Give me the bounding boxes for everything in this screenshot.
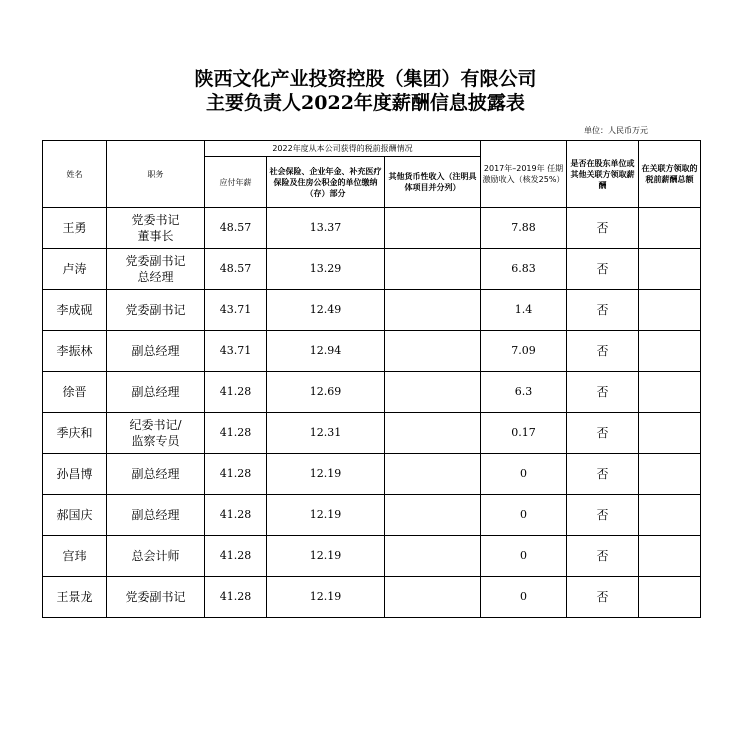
cell-shareholder: 否: [567, 454, 639, 495]
header-position: 职务: [107, 141, 205, 208]
cell-social: 13.29: [267, 249, 385, 290]
header-incentive: 2017年–2019年 任期激励收入（核发25%）: [481, 141, 567, 208]
cell-name: 宫玮: [43, 536, 107, 577]
cell-other-income: [385, 290, 481, 331]
cell-incentive: 6.3: [481, 372, 567, 413]
table-row: [43, 208, 701, 249]
cell-incentive: 7.09: [481, 331, 567, 372]
cell-related: [639, 290, 701, 331]
cell-other-income: [385, 249, 481, 290]
cell-position: [107, 536, 205, 577]
cell-name: 卢涛: [43, 249, 107, 290]
cell-incentive: 0: [481, 495, 567, 536]
cell-other-income: [385, 372, 481, 413]
cell-other-income: [385, 454, 481, 495]
cell-related: [639, 372, 701, 413]
cell-shareholder: 否: [567, 290, 639, 331]
table-row: [43, 577, 701, 618]
cell-shareholder: 否: [567, 577, 639, 618]
cell-social: 13.37: [267, 208, 385, 249]
header-name: 姓名: [43, 141, 107, 208]
cell-salary: 48.57: [205, 249, 267, 290]
position-line2: 总经理: [137, 270, 174, 284]
cell-position: [107, 331, 205, 372]
header-social: 社会保险、企业年金、补充医疗保险及住房公积金的单位缴纳（存）部分: [267, 157, 385, 208]
position-line1: 党委副书记: [125, 303, 186, 317]
cell-position: [107, 495, 205, 536]
position-line1: 副总经理: [131, 508, 180, 522]
cell-social: 12.19: [267, 454, 385, 495]
table-row: [43, 372, 701, 413]
cell-shareholder: 否: [567, 208, 639, 249]
cell-incentive: 0: [481, 577, 567, 618]
cell-related: [639, 208, 701, 249]
position-line2: 董事长: [137, 229, 174, 243]
table-row: [43, 331, 701, 372]
cell-position: [107, 208, 205, 249]
cell-salary: 41.28: [205, 536, 267, 577]
cell-incentive: 0: [481, 536, 567, 577]
position-line1: 副总经理: [131, 385, 180, 399]
cell-incentive: 0: [481, 454, 567, 495]
cell-other-income: [385, 331, 481, 372]
cell-position: [107, 249, 205, 290]
cell-social: 12.69: [267, 372, 385, 413]
cell-salary: 41.28: [205, 454, 267, 495]
position-line1: 纪委书记/: [129, 418, 182, 432]
cell-position: [107, 454, 205, 495]
table-row: [43, 495, 701, 536]
cell-incentive: 6.83: [481, 249, 567, 290]
header-other-income: 其他货币性收入（注明具体项目并分列）: [385, 157, 481, 208]
header-related: 在关联方领取的税前薪酬总额: [639, 141, 701, 208]
cell-social: 12.19: [267, 536, 385, 577]
cell-name: 李振林: [43, 331, 107, 372]
cell-salary: 41.28: [205, 577, 267, 618]
cell-salary: 48.57: [205, 208, 267, 249]
unit-label: 单位：人民币万元: [584, 126, 648, 135]
cell-shareholder: 否: [567, 495, 639, 536]
cell-name: 季庆和: [43, 413, 107, 454]
cell-shareholder: 否: [567, 372, 639, 413]
position-line1: 副总经理: [131, 344, 180, 358]
cell-position: [107, 413, 205, 454]
cell-other-income: [385, 208, 481, 249]
cell-salary: 43.71: [205, 331, 267, 372]
cell-incentive: 1.4: [481, 290, 567, 331]
document-title-line2: 主要负责人2022年度薪酬信息披露表: [206, 92, 525, 114]
cell-social: 12.19: [267, 495, 385, 536]
cell-name: 孙昌博: [43, 454, 107, 495]
cell-related: [639, 495, 701, 536]
cell-name: 李成砚: [43, 290, 107, 331]
table-row: [43, 413, 701, 454]
cell-related: [639, 454, 701, 495]
table-body: [43, 208, 701, 618]
cell-salary: 41.28: [205, 495, 267, 536]
cell-related: [639, 577, 701, 618]
header-salary: 应付年薪: [205, 157, 267, 208]
table-row: [43, 249, 701, 290]
cell-social: 12.49: [267, 290, 385, 331]
cell-shareholder: 否: [567, 413, 639, 454]
cell-position: [107, 372, 205, 413]
position-line1: 总会计师: [131, 549, 180, 563]
salary-table: [42, 140, 701, 618]
position-line1: 党委书记: [131, 213, 180, 227]
table-row: [43, 290, 701, 331]
position-line2: 监察专员: [131, 434, 180, 448]
cell-name: 王勇: [43, 208, 107, 249]
cell-shareholder: 否: [567, 249, 639, 290]
position-line1: 副总经理: [131, 467, 180, 481]
cell-other-income: [385, 413, 481, 454]
cell-related: [639, 536, 701, 577]
cell-related: [639, 331, 701, 372]
cell-salary: 43.71: [205, 290, 267, 331]
cell-name: 郝国庆: [43, 495, 107, 536]
cell-name: 王景龙: [43, 577, 107, 618]
header-shareholder: 是否在股东单位或其他关联方领取薪酬: [567, 141, 639, 208]
cell-other-income: [385, 495, 481, 536]
header-group: 2022年度从本公司获得的税前报酬情况: [205, 141, 481, 157]
cell-shareholder: 否: [567, 536, 639, 577]
cell-incentive: 7.88: [481, 208, 567, 249]
position-line1: 党委副书记: [125, 590, 186, 604]
cell-salary: 41.28: [205, 413, 267, 454]
cell-social: 12.19: [267, 577, 385, 618]
position-line1: 党委副书记: [125, 254, 186, 268]
table-row: [43, 454, 701, 495]
document-title-line1: 陕西文化产业投资控股（集团）有限公司: [194, 68, 537, 90]
cell-position: [107, 577, 205, 618]
table-row: [43, 536, 701, 577]
cell-social: 12.31: [267, 413, 385, 454]
cell-salary: 41.28: [205, 372, 267, 413]
cell-incentive: 0.17: [481, 413, 567, 454]
cell-related: [639, 249, 701, 290]
cell-name: 徐晋: [43, 372, 107, 413]
cell-social: 12.94: [267, 331, 385, 372]
cell-shareholder: 否: [567, 331, 639, 372]
cell-other-income: [385, 577, 481, 618]
cell-other-income: [385, 536, 481, 577]
cell-related: [639, 413, 701, 454]
cell-position: [107, 290, 205, 331]
